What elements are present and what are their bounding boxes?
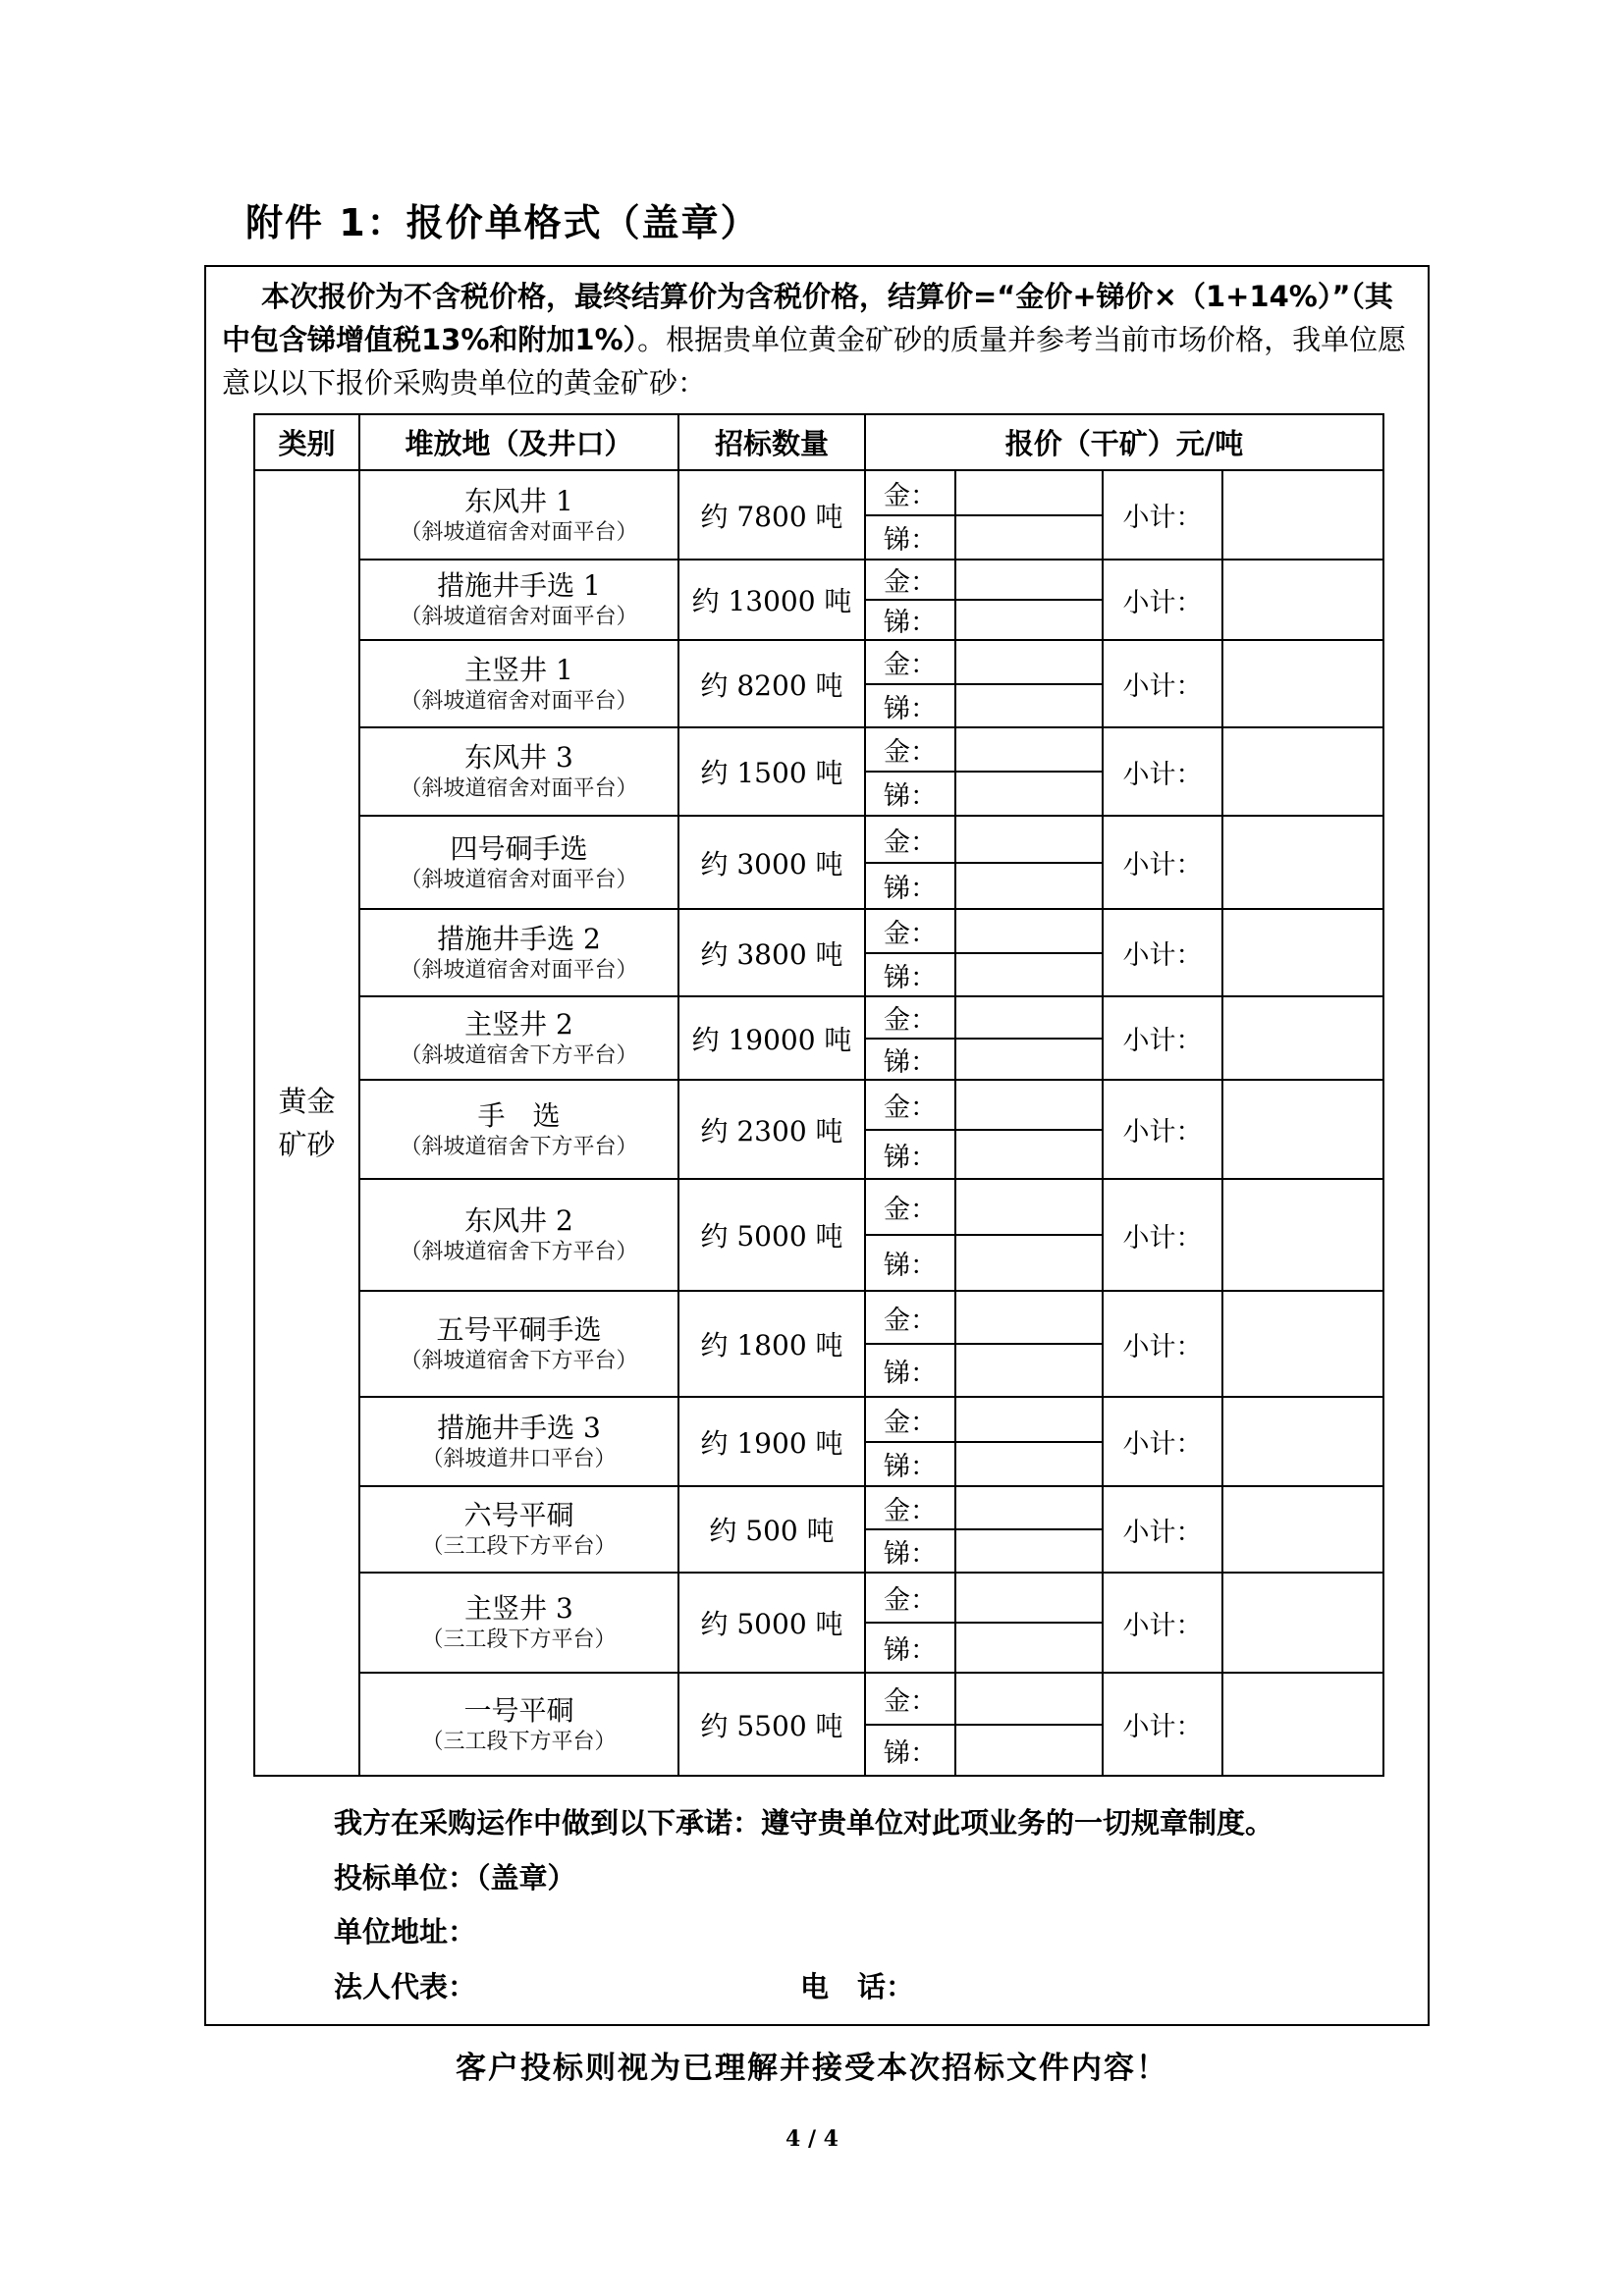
subtotal-field[interactable] xyxy=(1222,1291,1383,1397)
gold-label: 金： xyxy=(865,1291,955,1344)
location-cell xyxy=(359,1673,678,1776)
quantity-cell: 约 19000 吨 xyxy=(678,996,865,1080)
gold-price-field[interactable] xyxy=(955,996,1103,1039)
quantity-cell: 约 1800 吨 xyxy=(678,1291,865,1397)
address-line: 单位地址： xyxy=(334,1915,477,1949)
location-name: 措施井手选 3 xyxy=(437,1411,601,1444)
location-name: 四号硐手选 xyxy=(450,831,588,865)
antimony-label: 锑： xyxy=(865,953,955,996)
location-detail: （三工段下方平台） xyxy=(421,1628,617,1652)
location-cell xyxy=(359,1486,678,1573)
gold-price-field[interactable] xyxy=(955,640,1103,684)
subtotal-label: 小计： xyxy=(1103,816,1222,909)
subtotal-field[interactable] xyxy=(1222,470,1383,560)
gold-label: 金： xyxy=(865,727,955,772)
location-name: 主竖井 3 xyxy=(464,1592,573,1625)
antimony-price-field[interactable] xyxy=(955,1235,1103,1291)
header-location: 堆放地（及井口） xyxy=(359,414,678,470)
gold-label: 金： xyxy=(865,1673,955,1725)
category-cell xyxy=(254,470,359,1776)
gold-price-field[interactable] xyxy=(955,1291,1103,1344)
location-detail: （斜坡道宿舍对面平台） xyxy=(400,776,638,801)
subtotal-label: 小计： xyxy=(1103,1080,1222,1179)
intro-bold-text: 本次报价为不含税价格，最终结算价为含税价格，结算价=“金价+锑价×（1+14%）”（其中包含锑增值税13%和附加1%） xyxy=(222,280,1393,356)
subtotal-label: 小计： xyxy=(1103,470,1222,560)
gold-price-field[interactable] xyxy=(955,909,1103,953)
quantity-cell: 约 5500 吨 xyxy=(678,1673,865,1776)
antimony-price-field[interactable] xyxy=(955,1039,1103,1080)
commitment-text: 我方在采购运作中做到以下承诺：遵守贵单位对此项业务的一切规章制度。 xyxy=(334,1806,1274,1840)
antimony-price-field[interactable] xyxy=(955,1130,1103,1179)
location-name: 措施井手选 1 xyxy=(437,569,601,602)
subtotal-label: 小计： xyxy=(1103,996,1222,1080)
location-cell xyxy=(359,909,678,996)
gold-price-field[interactable] xyxy=(955,1179,1103,1235)
location-cell xyxy=(359,560,678,640)
antimony-price-field[interactable] xyxy=(955,1623,1103,1673)
gold-label: 金： xyxy=(865,1486,955,1529)
quantity-cell: 约 500 吨 xyxy=(678,1486,865,1573)
table-row xyxy=(254,909,1383,953)
gold-price-field[interactable] xyxy=(955,560,1103,600)
gold-label: 金： xyxy=(865,1080,955,1130)
legal-rep-line: 法人代表： xyxy=(334,1970,477,2003)
antimony-price-field[interactable] xyxy=(955,953,1103,996)
antimony-price-field[interactable] xyxy=(955,1442,1103,1486)
antimony-label: 锑： xyxy=(865,1039,955,1080)
table-header-row xyxy=(254,414,1383,470)
gold-label: 金： xyxy=(865,1179,955,1235)
location-name: 一号平硐 xyxy=(463,1693,574,1727)
table-row xyxy=(254,1673,1383,1725)
antimony-price-field[interactable] xyxy=(955,772,1103,816)
location-detail: （斜坡道宿舍下方平台） xyxy=(400,1349,638,1373)
antimony-price-field[interactable] xyxy=(955,684,1103,727)
location-cell xyxy=(359,816,678,909)
subtotal-field[interactable] xyxy=(1222,816,1383,909)
table-row xyxy=(254,640,1383,684)
intro-paragraph xyxy=(222,275,1408,404)
subtotal-label: 小计： xyxy=(1103,1573,1222,1673)
antimony-price-field[interactable] xyxy=(955,600,1103,640)
gold-label: 金： xyxy=(865,1397,955,1442)
table-row xyxy=(254,1486,1383,1529)
quantity-cell: 约 8200 吨 xyxy=(678,640,865,727)
gold-price-field[interactable] xyxy=(955,1397,1103,1442)
subtotal-label: 小计： xyxy=(1103,909,1222,996)
location-name: 五号平硐手选 xyxy=(436,1313,602,1346)
subtotal-field[interactable] xyxy=(1222,640,1383,727)
quantity-cell: 约 7800 吨 xyxy=(678,470,865,560)
location-cell xyxy=(359,470,678,560)
antimony-label: 锑： xyxy=(865,1725,955,1776)
location-cell xyxy=(359,996,678,1080)
table-row xyxy=(254,1291,1383,1344)
location-detail: （斜坡道宿舍下方平台） xyxy=(400,1240,638,1264)
subtotal-field[interactable] xyxy=(1222,996,1383,1080)
antimony-label: 锑： xyxy=(865,772,955,816)
location-detail: （斜坡道井口平台） xyxy=(421,1446,617,1471)
gold-label: 金： xyxy=(865,470,955,515)
location-name: 东风井 1 xyxy=(464,484,573,517)
bidder-line: 投标单位：（盖章） xyxy=(334,1861,576,1895)
subtotal-label: 小计： xyxy=(1103,560,1222,640)
location-detail: （斜坡道宿舍对面平台） xyxy=(400,688,638,714)
subtotal-label: 小计： xyxy=(1103,1179,1222,1291)
gold-price-field[interactable] xyxy=(955,1673,1103,1725)
table-row xyxy=(254,470,1383,515)
location-cell xyxy=(359,1291,678,1397)
intro-text: 。根据贵单位黄金矿砂的质量并参考当前市场价格，我单位愿意以以下报价采购贵单位的黄金矿砂： xyxy=(222,323,1407,400)
table-row xyxy=(254,727,1383,772)
quantity-cell: 约 5000 吨 xyxy=(678,1573,865,1673)
header-price: 报价（干矿）元/吨 xyxy=(865,414,1383,470)
location-name: 手 选 xyxy=(477,1098,561,1132)
subtotal-label: 小计： xyxy=(1103,1397,1222,1486)
quantity-cell: 约 13000 吨 xyxy=(678,560,865,640)
table-row xyxy=(254,1573,1383,1623)
table-row xyxy=(254,1080,1383,1130)
gold-price-field[interactable] xyxy=(955,1573,1103,1623)
table-row xyxy=(254,816,1383,863)
antimony-price-field[interactable] xyxy=(955,1529,1103,1573)
gold-label: 金： xyxy=(865,560,955,600)
table-row xyxy=(254,996,1383,1039)
location-name: 主竖井 1 xyxy=(464,653,573,686)
gold-label: 金： xyxy=(865,1573,955,1623)
table-row xyxy=(254,1397,1383,1442)
location-detail: （三工段下方平台） xyxy=(421,1534,617,1559)
subtotal-label: 小计： xyxy=(1103,1673,1222,1776)
location-name: 措施井手选 2 xyxy=(437,922,601,955)
location-detail: （斜坡道宿舍对面平台） xyxy=(400,867,638,892)
antimony-price-field[interactable] xyxy=(955,515,1103,560)
antimony-label: 锑： xyxy=(865,600,955,640)
location-name: 主竖井 2 xyxy=(464,1007,573,1041)
quantity-cell: 约 3000 吨 xyxy=(678,816,865,909)
location-detail: （斜坡道宿舍对面平台） xyxy=(400,519,638,545)
subtotal-label: 小计： xyxy=(1103,1291,1222,1397)
gold-label: 金： xyxy=(865,909,955,953)
antimony-price-field[interactable] xyxy=(955,1725,1103,1776)
subtotal-label: 小计： xyxy=(1103,640,1222,727)
subtotal-field[interactable] xyxy=(1222,560,1383,640)
subtotal-field[interactable] xyxy=(1222,1397,1383,1486)
location-cell xyxy=(359,640,678,727)
gold-label: 金： xyxy=(865,996,955,1039)
page-number: 4 / 4 xyxy=(785,2126,839,2152)
location-cell xyxy=(359,1573,678,1673)
antimony-label: 锑： xyxy=(865,863,955,909)
subtotal-field[interactable] xyxy=(1222,727,1383,816)
gold-price-field[interactable] xyxy=(955,816,1103,863)
location-name: 六号平硐 xyxy=(463,1499,574,1531)
quantity-cell: 约 2300 吨 xyxy=(678,1080,865,1179)
quantity-cell: 约 3800 吨 xyxy=(678,909,865,996)
gold-price-field[interactable] xyxy=(955,727,1103,772)
gold-label: 金： xyxy=(865,816,955,863)
location-detail: （斜坡道宿舍对面平台） xyxy=(400,605,638,629)
phone-line: 电 话： xyxy=(800,1970,915,2003)
location-detail: （斜坡道宿舍下方平台） xyxy=(400,1042,638,1068)
antimony-price-field[interactable] xyxy=(955,1344,1103,1397)
antimony-label: 锑： xyxy=(865,1130,955,1179)
antimony-label: 锑： xyxy=(865,1235,955,1291)
header-quantity: 招标数量 xyxy=(678,414,865,470)
subtotal-field[interactable] xyxy=(1222,1486,1383,1573)
quantity-cell: 约 5000 吨 xyxy=(678,1179,865,1291)
antimony-price-field[interactable] xyxy=(955,863,1103,909)
gold-price-field[interactable] xyxy=(955,1080,1103,1130)
subtotal-field[interactable] xyxy=(1222,1573,1383,1673)
table-row xyxy=(254,1179,1383,1235)
location-cell xyxy=(359,727,678,816)
gold-price-field[interactable] xyxy=(955,470,1103,515)
category-label: 黄金矿砂 xyxy=(278,1085,336,1161)
subtotal-label: 小计： xyxy=(1103,727,1222,816)
location-cell xyxy=(359,1179,678,1291)
antimony-label: 锑： xyxy=(865,1344,955,1397)
subtotal-label: 小计： xyxy=(1103,1486,1222,1573)
location-detail: （三工段下方平台） xyxy=(421,1729,617,1754)
location-name: 东风井 2 xyxy=(464,1204,573,1237)
antimony-label: 锑： xyxy=(865,1442,955,1486)
location-cell xyxy=(359,1080,678,1179)
subtotal-field[interactable] xyxy=(1222,1179,1383,1291)
subtotal-field[interactable] xyxy=(1222,909,1383,996)
antimony-label: 锑： xyxy=(865,515,955,560)
quote-table xyxy=(253,413,1384,1777)
table-row xyxy=(254,560,1383,600)
antimony-label: 锑： xyxy=(865,1623,955,1673)
gold-label: 金： xyxy=(865,640,955,684)
location-cell xyxy=(359,1397,678,1486)
subtotal-field[interactable] xyxy=(1222,1673,1383,1776)
antimony-label: 锑： xyxy=(865,1529,955,1573)
location-detail: （斜坡道宿舍对面平台） xyxy=(400,957,638,983)
closing-statement: 客户投标则视为已理解并接受本次招标文件内容！ xyxy=(456,2051,1168,2086)
antimony-label: 锑： xyxy=(865,684,955,727)
header-category: 类别 xyxy=(254,414,359,470)
location-name: 东风井 3 xyxy=(464,741,573,774)
page-title: 附件 1：报价单格式（盖章） xyxy=(245,201,760,244)
quantity-cell: 约 1500 吨 xyxy=(678,727,865,816)
subtotal-field[interactable] xyxy=(1222,1080,1383,1179)
location-detail: （斜坡道宿舍下方平台） xyxy=(400,1134,638,1159)
quantity-cell: 约 1900 吨 xyxy=(678,1397,865,1486)
gold-price-field[interactable] xyxy=(955,1486,1103,1529)
